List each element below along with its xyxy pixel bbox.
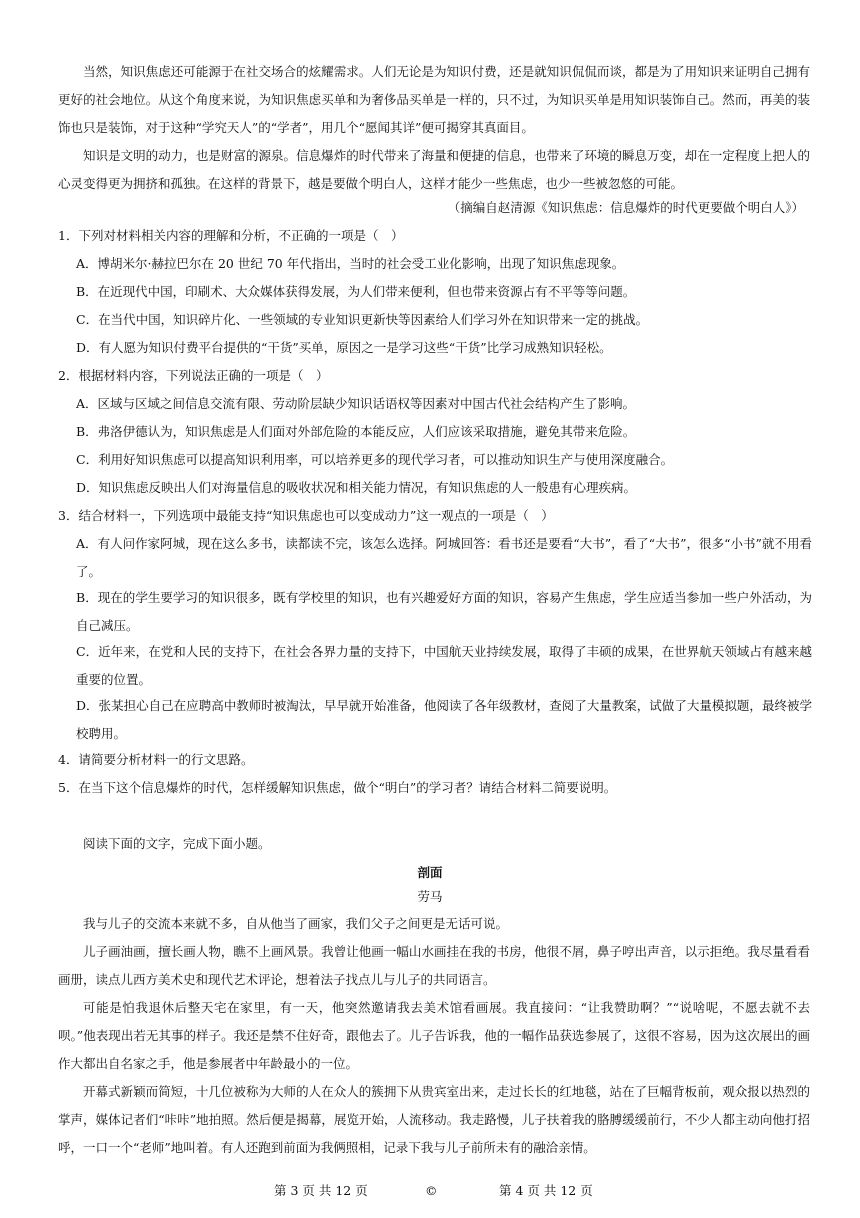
question-4: 4．请简要分析材料一的行文思路。 [58,752,254,767]
footer-copyright-mark: © [425,1183,438,1198]
question-1-stem: 1．下列对材料相关内容的理解和分析，不正确的一项是（ ） [58,228,404,243]
question-1-option-d: D．有人愿为知识付费平台提供的“干货”买单，原因之一是学习这些“干货”比学习成熟知识轻松。 [76,340,612,355]
question-2-option-b: B．弗洛伊德认为，知识焦虑是人们面对外部危险的本能反应，人们应该采取措施，避免其带来危险。 [76,424,636,439]
question-2-option-a: A．区域与区域之间信息交流有限、劳动阶层缺少知识话语权等因素对中国古代社会结构产生了影响。 [76,396,636,411]
question-3-stem: 3．结合材料一，下列选项中最能支持“知识焦虑也可以变成动力”这一观点的一项是（ ） [58,508,554,523]
question-1-option-a: A．博胡米尔·赫拉巴尔在 20 世纪 70 年代指出，当时的社会受工业化影响，出现了知识焦虑现象。 [76,256,625,271]
passage1-paragraph-1: 当然，知识焦虑还可能源于在社交场合的炫耀需求。人们无论是为知识付费，还是就知识侃侃而谈，都是为了用知识来证明自己拥有更好的社会地位。从这个角度来说，为知识焦虑买单和为奢侈品买单是一样的，只不过，为知识买单是用知识装饰自己。然而，再美的装饰也只是装饰，对于这种“学究天人”的“学者”，用几个“愿闻其详”便可揭穿其真面目。 [58,64,810,135]
question-3-option-a: A．有人问作家阿城，现在这么多书，读都读不完，该怎么选择。阿城回答：看书还是要看“大书”，看了“大书”，很多“小书”就不用看了。 [76,536,812,579]
story-paragraph-3: 可能是怕我退休后整天宅在家里，有一天，他突然邀请我去美术馆看画展。我直接问：“让我赞助啊？”“说啥呢，不愿去就不去呗。”他表现出若无其事的样子。我还是禁不住好奇，跟他去了。儿子告诉我，他的一幅作品获选参展了，这很不容易，因为这次展出的画作大都出自名家之手，他是参展者中年龄最小的一位。 [58,1000,810,1071]
story-paragraph-4: 开幕式新颖而简短，十几位被称为大师的人在众人的簇拥下从贵宾室出来，走过长长的红地毯，站在了巨幅背板前，观众报以热烈的掌声，媒体记者们“咔咔”地拍照。然后便是揭幕，展览开始，人流移动。我走路慢，儿子扶着我的胳膊缓缓前行，不少人都主动向他打招呼，一口一个“老师”地叫着。有人还跑到前面为我俩照相，记录下我与儿子前所未有的融洽亲情。 [58,1084,810,1155]
question-5: 5．在当下这个信息爆炸的时代，怎样缓解知识焦虑，做个“明白”的学习者？请结合材料二简要说明。 [58,780,617,795]
story-title: 剖面 [417,865,443,880]
story-author: 劳马 [417,889,443,904]
passage1-paragraph-2: 知识是文明的动力，也是财富的源泉。信息爆炸的时代带来了海量和便捷的信息，也带来了环境的瞬息万变，却在一定程度上把人的心灵变得更为拥挤和孤独。在这样的背景下，越是要做个明白人，这样才能少一些焦虑，也少一些被忽悠的可能。 [58,148,810,191]
question-2-option-c: C．利用好知识焦虑可以提高知识利用率，可以培养更多的现代学习者，可以推动知识生产与使用深度融合。 [76,452,674,467]
question-3-option-b: B．现在的学生要学习的知识很多，既有学校里的知识，也有兴趣爱好方面的知识，容易产生焦虑，学生应适当参加一些户外活动，为自己减压。 [76,590,812,633]
question-1-option-b: B．在近现代中国，印刷术、大众媒体获得发展，为人们带来便利，但也带来资源占有不平等等问题。 [76,284,636,299]
question-3-option-d: D．张某担心自己在应聘高中教师时被淘汰，早早就开始准备，他阅读了各年级教材，查阅了大量教案，试做了大量模拟题，最终被学校聘用。 [76,698,812,741]
passage1-source: （摘编自赵清源《知识焦虑：信息爆炸的时代更要做个明白人》） [447,200,804,215]
footer-page-left: 第 3 页 共 12 页 [274,1183,368,1198]
question-2-stem: 2．根据材料内容，下列说法正确的一项是（ ） [58,368,329,383]
story-paragraph-2: 儿子画油画，擅长画人物，瞧不上画风景。我曾让他画一幅山水画挂在我的书房，他很不屑，鼻子哼出声音，以示拒绝。我尽量看看画册，读点儿西方美术史和现代艺术评论，想着法子找点儿与儿子的共同语言。 [58,944,810,987]
question-1-option-c: C．在当代中国，知识碎片化、一些领域的专业知识更新快等因素给人们学习外在知识带来一定的挑战。 [76,312,649,327]
footer-page-right: 第 4 页 共 12 页 [499,1183,593,1198]
question-3-option-c: C．近年来，在党和人民的支持下，在社会各界力量的支持下，中国航天业持续发展，取得了丰硕的成果，在世界航天领域占有越来越重要的位置。 [76,644,812,687]
reading-instruction: 阅读下面的文字，完成下面小题。 [83,836,271,851]
story-paragraph-1: 我与儿子的交流本来就不多，自从他当了画家，我们父子之间更是无话可说。 [83,916,509,931]
question-2-option-d: D．知识焦虑反映出人们对海量信息的吸收状况和相关能力情况，有知识焦虑的人一般患有心理疾病。 [76,480,637,495]
